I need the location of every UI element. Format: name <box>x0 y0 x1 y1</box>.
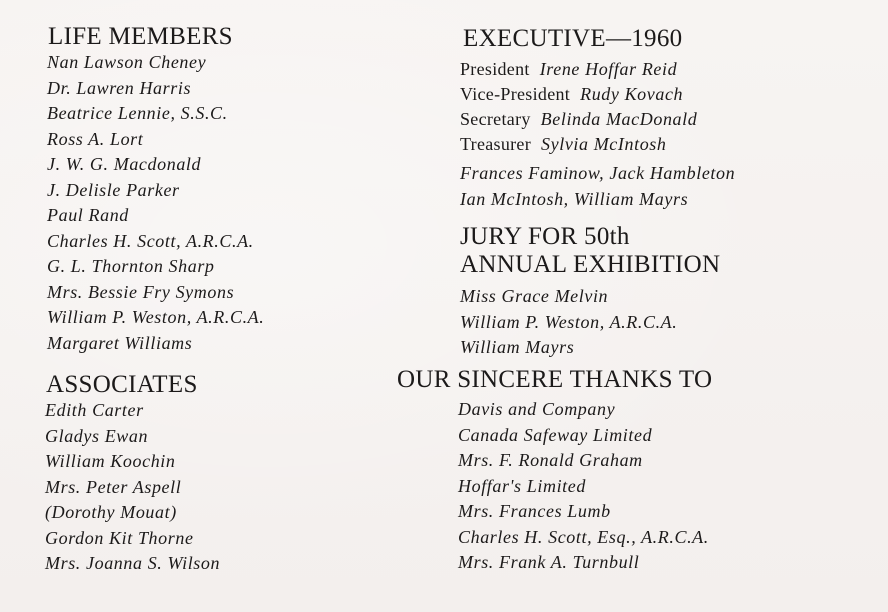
thanks-heading: OUR SINCERE THANKS TO <box>397 366 713 393</box>
officer-role: Secretary <box>460 109 531 129</box>
list-item: William P. Weston, A.R.C.A. <box>47 307 265 327</box>
officer-role: Treasurer <box>460 134 532 154</box>
officer-name: Irene Hoffar Reid <box>539 59 678 79</box>
list-item: Paul Rand <box>47 205 129 225</box>
list-item: William P. Weston, A.R.C.A. <box>460 311 678 332</box>
list-item: Charles H. Scott, A.R.C.A. <box>47 230 254 251</box>
list-item: Beatrice Lennie, S.S.C. <box>47 103 228 123</box>
list-item: Ian McIntosh, William Mayrs <box>460 188 689 209</box>
list-item: Mrs. Joanna S. Wilson <box>45 553 221 573</box>
list-item: Charles H. Scott, Esq., A.R.C.A. <box>458 526 709 547</box>
associates-heading: ASSOCIATES <box>46 371 198 398</box>
jury-heading-line1: JURY FOR 50th <box>460 223 630 250</box>
officer-name: Belinda MacDonald <box>540 109 698 129</box>
list-item: Mrs. Bessie Fry Symons <box>47 281 235 302</box>
list-item: G. L. Thornton Sharp <box>47 256 215 276</box>
executive-heading: EXECUTIVE—1960 <box>463 25 683 52</box>
officer-name: Rudy Kovach <box>580 84 684 104</box>
list-item: Canada Safeway Limited <box>458 424 653 445</box>
life-members-heading: LIFE MEMBERS <box>48 23 233 50</box>
list-item: Margaret Williams <box>47 332 193 353</box>
officer-role: President <box>460 59 530 79</box>
list-item: Miss Grace Melvin <box>460 286 609 306</box>
jury-heading-line2: ANNUAL EXHIBITION <box>460 251 721 278</box>
jury-list <box>460 284 677 361</box>
list-item: Mrs. Frances Lumb <box>458 501 611 521</box>
list-item: J. Delisle Parker <box>47 179 180 200</box>
executive-members-list <box>460 161 735 212</box>
officer-name: Sylvia McIntosh <box>541 134 667 154</box>
list-item: Gladys Ewan <box>45 425 149 446</box>
list-item: Edith Carter <box>45 400 144 420</box>
list-item: J. W. G. Macdonald <box>47 154 202 174</box>
list-item: Mrs. Frank A. Turnbull <box>458 552 640 572</box>
officer-row <box>460 132 697 157</box>
list-item: Gordon Kit Thorne <box>45 527 194 548</box>
list-item: Ross A. Lort <box>47 128 144 149</box>
officer-role: Vice-President <box>460 84 571 104</box>
list-item: Nan Lawson Cheney <box>47 52 207 72</box>
thanks-list <box>458 397 709 576</box>
associates-list <box>45 398 220 577</box>
list-item: William Koochin <box>45 451 176 471</box>
list-item: William Mayrs <box>460 337 575 357</box>
list-item: Dr. Lawren Harris <box>47 77 192 98</box>
list-item: Hoffar's Limited <box>458 475 586 496</box>
list-item: Mrs. F. Ronald Graham <box>458 450 643 470</box>
list-item: Davis and Company <box>458 399 616 419</box>
list-item: Mrs. Peter Aspell <box>45 476 182 497</box>
officer-row <box>460 57 697 82</box>
officer-row <box>460 82 697 107</box>
list-item: Frances Faminow, Jack Hambleton <box>460 163 736 183</box>
officer-row <box>460 107 697 132</box>
life-members-list <box>47 50 264 356</box>
executive-officers <box>460 57 697 157</box>
list-item: (Dorothy Mouat) <box>45 502 177 522</box>
